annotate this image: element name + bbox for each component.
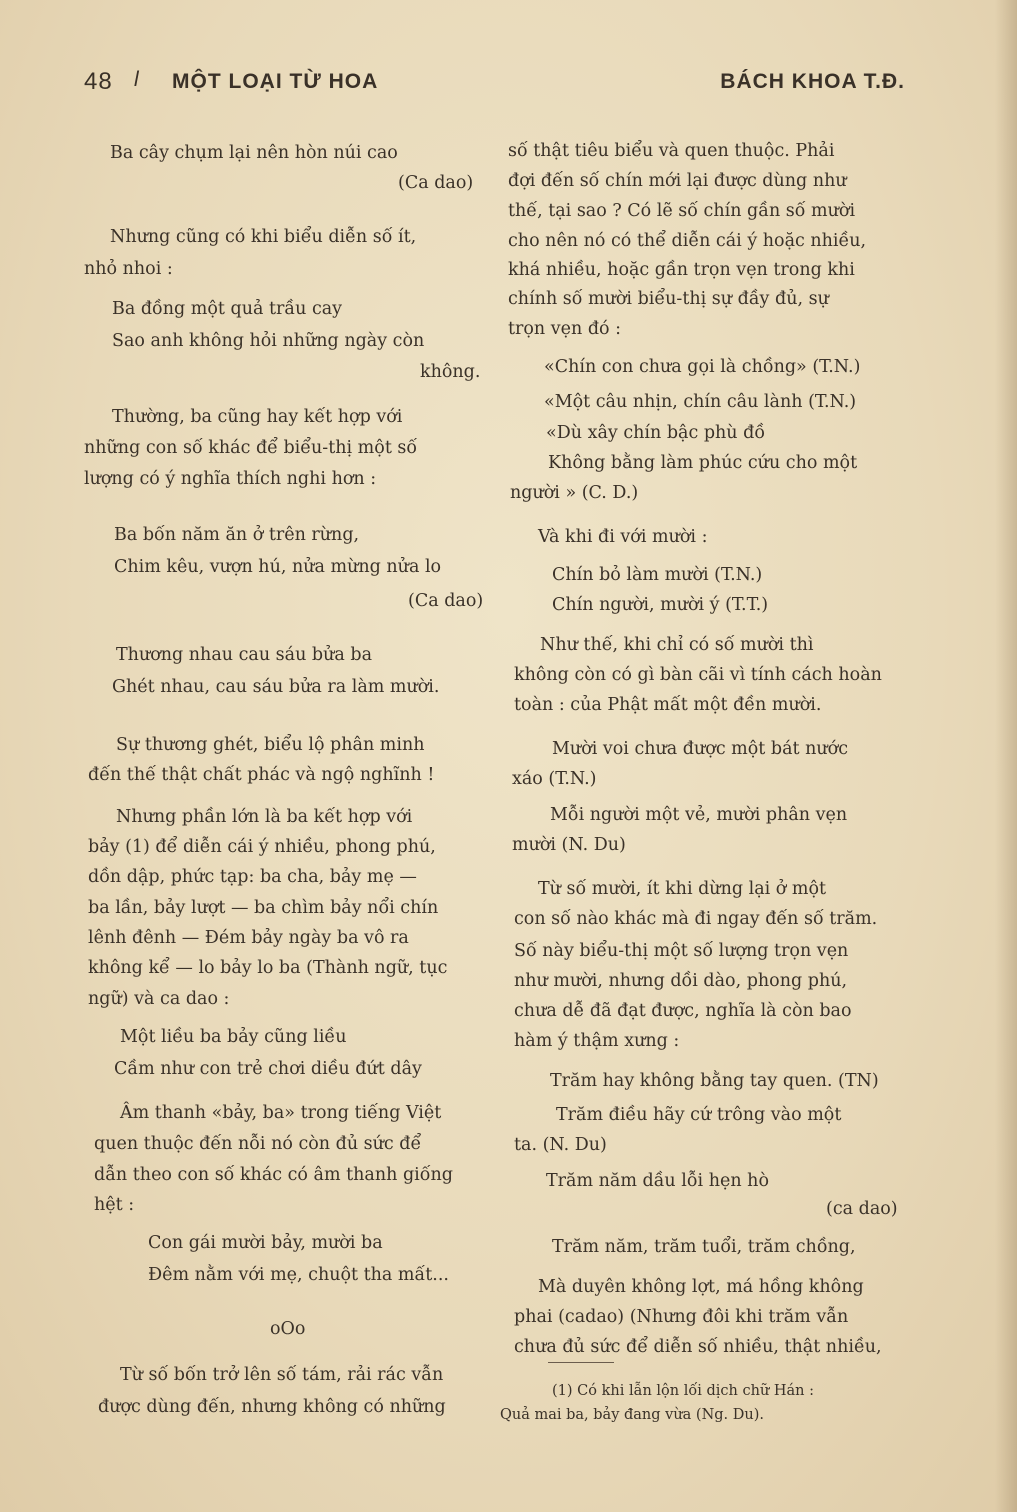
text-line: Trăm năm dầu lỗi hẹn hò — [546, 1171, 769, 1191]
text-line: xáo (T.N.) — [512, 769, 597, 789]
text-line: Đêm nằm với mẹ, chuột tha mất... — [148, 1265, 449, 1285]
page-number: 48 — [84, 68, 113, 95]
text-line: «Một câu nhịn, chín câu lành (T.N.) — [544, 392, 857, 412]
text-line: quen thuộc đến nỗi nó còn đủ sức để — [94, 1134, 422, 1154]
text-line: Trăm năm, trăm tuổi, trăm chồng, — [552, 1237, 856, 1257]
text-line: «Chín con chưa gọi là chồng» (T.N.) — [544, 357, 861, 377]
text-line: chưa dễ đã đạt được, nghĩa là còn bao — [514, 1001, 852, 1021]
text-line: Từ số mười, ít khi dừng lại ở một — [538, 879, 827, 899]
text-line: Chim kêu, vượn hú, nửa mừng nửa lo — [114, 557, 442, 577]
text-line: Mà duyên không lợt, má hồng không — [538, 1277, 864, 1297]
text-line: trọn vẹn đó : — [508, 319, 622, 339]
journal-name: BÁCH KHOA T.Đ. — [720, 70, 905, 93]
text-line: được dùng đến, nhưng không có những — [98, 1397, 446, 1417]
text-line: lượng có ý nghĩa thích nghi hơn : — [84, 469, 377, 489]
text-line: (Ca dao) — [398, 173, 474, 193]
text-line: Chín người, mười ý (T.T.) — [552, 595, 769, 615]
text-line: những con số khác để biểu-thị một số — [84, 438, 418, 458]
footnote-line: Quả mai ba, bảy đang vừa (Ng. Du). — [500, 1407, 765, 1423]
text-line: con số nào khác mà đi ngay đến số trăm. — [514, 909, 878, 929]
text-line: Và khi đi với mười : — [538, 527, 708, 547]
text-line: dồn dập, phức tạp: ba cha, bảy mẹ — — [88, 867, 417, 887]
footnote-line: (1) Có khi lẫn lộn lối dịch chữ Hán : — [552, 1383, 815, 1399]
text-line: Ghét nhau, cau sáu bửa ra làm mười. — [112, 677, 440, 697]
text-line: Chín bỏ làm mười (T.N.) — [552, 565, 763, 585]
running-header — [84, 68, 905, 104]
text-line: (Ca dao) — [408, 591, 484, 611]
text-line: Ba bốn năm ăn ở trên rừng, — [114, 525, 360, 545]
text-line: dẫn theo con số khác có âm thanh giống — [94, 1165, 453, 1185]
text-line: Con gái mười bảy, mười ba — [148, 1233, 383, 1253]
text-line: đến thế thật chất phác và ngộ nghĩnh ! — [88, 765, 435, 785]
text-line: số thật tiêu biểu và quen thuộc. Phải — [508, 141, 835, 161]
text-line: Ba đồng một quả trầu cay — [112, 299, 343, 319]
text-line: Trăm hay không bằng tay quen. (TN) — [550, 1071, 879, 1091]
header-separator: l — [134, 68, 140, 91]
text-line: hệt : — [94, 1195, 135, 1215]
text-line: Trăm điều hãy cứ trông vào một — [556, 1105, 842, 1125]
text-line: mười (N. Du) — [512, 835, 626, 855]
text-line: ta. (N. Du) — [514, 1135, 607, 1155]
text-line: Âm thanh «bảy, ba» trong tiếng Việt — [120, 1103, 442, 1123]
text-line: Không bằng làm phúc cứu cho một — [548, 453, 858, 473]
text-line: bảy (1) để diễn cái ý nhiều, phong phú, — [88, 837, 436, 857]
text-line: chưa đủ sức để diễn số nhiều, thật nhiều, — [514, 1337, 882, 1357]
text-line: cho nên nó có thể diễn cái ý hoặc nhiều, — [508, 231, 867, 251]
text-line: hàm ý thậm xưng : — [514, 1031, 680, 1051]
text-line: Nhưng phần lớn là ba kết hợp với — [116, 807, 413, 827]
text-line: chính số mười biểu-thị sự đầy đủ, sự — [508, 289, 829, 309]
text-line: Từ số bốn trở lên số tám, rải rác vẫn — [120, 1365, 444, 1385]
section-divider: oOo — [270, 1319, 306, 1339]
text-line: đợi đến số chín mới lại được dùng như — [508, 171, 847, 191]
text-line: Mỗi người một vẻ, mười phân vẹn — [550, 805, 848, 825]
text-line: nhỏ nhoi : — [84, 259, 173, 279]
page-edge-shadow — [995, 0, 1017, 1512]
text-line: lênh đênh — Đém bảy ngày ba vô ra — [88, 928, 409, 948]
text-line: ba lần, bảy lượt — ba chìm bảy nổi chín — [88, 898, 439, 918]
text-line: toàn : của Phật mất một đền mười. — [514, 695, 822, 715]
text-line: Một liều ba bảy cũng liều — [120, 1027, 347, 1047]
text-line: như mười, nhưng dồi dào, phong phú, — [514, 971, 848, 991]
text-line: không kể — lo bảy lo ba (Thành ngữ, tục — [88, 958, 448, 978]
text-line: Cầm như con trẻ chơi diều đứt dây — [114, 1059, 422, 1079]
article-title: MỘT LOẠI TỪ HOA — [172, 70, 379, 93]
text-line: Sao anh không hỏi những ngày còn — [112, 331, 425, 351]
text-line: Thường, ba cũng hay kết hợp với — [112, 407, 403, 427]
text-line: Thương nhau cau sáu bửa ba — [116, 645, 373, 665]
text-line: Như thế, khi chỉ có số mười thì — [540, 635, 814, 655]
text-line: «Dù xây chín bậc phù đồ — [546, 423, 766, 443]
text-line: không còn có gì bàn cãi vì tính cách hoàn — [514, 665, 882, 685]
text-line: thế, tại sao ? Có lẽ số chín gần số mười — [508, 201, 856, 221]
footnote-rule — [548, 1362, 614, 1363]
text-line: Sự thương ghét, biểu lộ phân minh — [116, 735, 425, 755]
text-line: Ba cây chụm lại nên hòn núi cao — [110, 143, 398, 163]
text-line: ngữ) và ca dao : — [88, 989, 230, 1009]
text-line: Mười voi chưa được một bát nước — [552, 739, 849, 759]
text-line: (ca dao) — [826, 1199, 898, 1219]
text-line: Số này biểu-thị một số lượng trọn vẹn — [514, 941, 849, 961]
text-line: người » (C. D.) — [510, 483, 639, 503]
text-line: phai (cadao) (Nhưng đôi khi trăm vẫn — [514, 1307, 849, 1327]
text-line: Nhưng cũng có khi biểu diễn số ít, — [110, 227, 417, 247]
text-line: khá nhiều, hoặc gần trọn vẹn trong khi — [508, 260, 855, 280]
text-line: không. — [420, 362, 481, 382]
